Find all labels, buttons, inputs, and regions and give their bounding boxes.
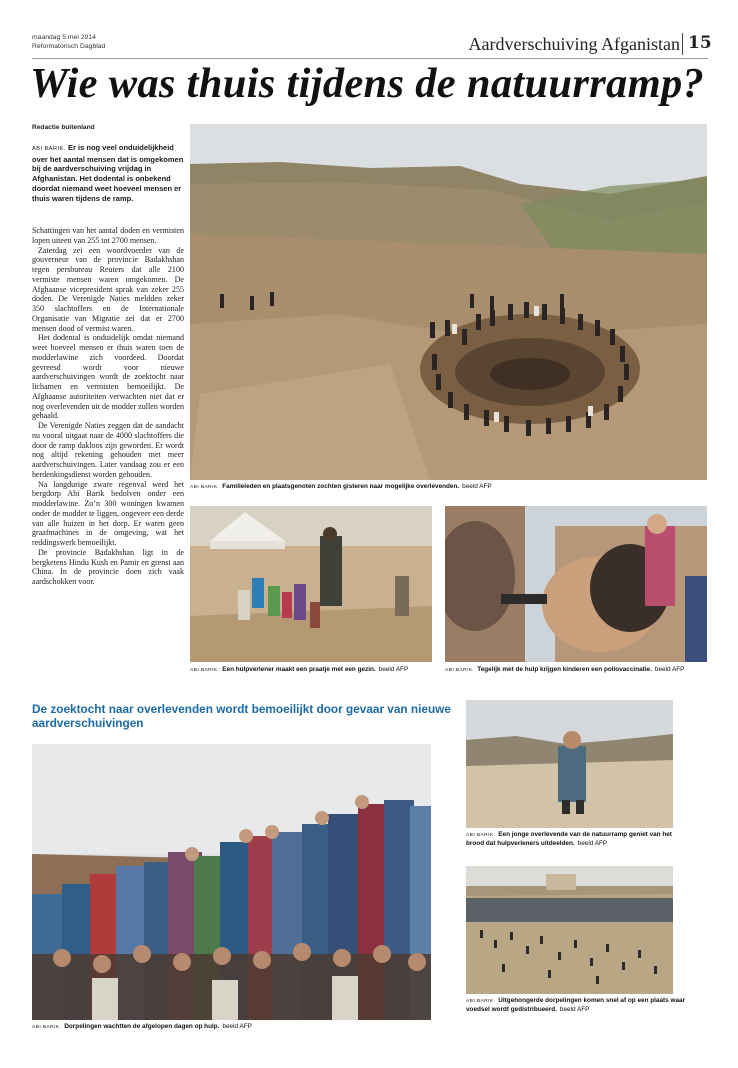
photo-credit: beeld AFP [577, 840, 608, 848]
subheadline: De zoektocht naar overlevenden wordt bemoeilijkt door gevaar van nieuwe aardverschuivingen [32, 702, 451, 731]
photo-villagers-waiting [32, 744, 431, 1020]
article-paragraph: Zaterdag zei een woordvoerder van de gouverneur van de provincie Badakhshan tegen persbureau Reuters dat alle 2100 vermiste mensen waren omgekomen. De Afghaanse vicepresident sprak van zeker 255 doden. De Verenigde Naties meldden zeker 350 slachtoffers en de Internationale Organisatie van Migratie zei dat er 2700 mensen dood of vermist waren. [32, 245, 184, 333]
byline: Redactie buitenland [32, 124, 95, 131]
caption-polio [445, 666, 707, 675]
article-lede [32, 143, 184, 203]
article-body [32, 226, 184, 587]
photo-landslide-search [190, 124, 707, 480]
caption-text: Dorpelingen wachtten de afgelopen dagen op hulp. [64, 1023, 220, 1030]
article-paragraph: Na langdurige zware regenval werd het bergdorp Abi Barik bedolven onder een modderlawine. Zo’n 300 woningen kwamen onder de modder te liggen, ongeveer een derde van alle huizen in het dorp. Er waren geen graafmachines in de omgeving, wat het reddingswerk bemoeilijkt. [32, 479, 184, 547]
caption-family [190, 666, 434, 675]
article-paragraph: De Verenigde Naties zeggen dat de aandacht nu vooral uitgaat naar de 4000 slachtoffers die door de ramp dakloos zijn geworden. Er wordt nog altijd rekening gehouden met meer aardverschuivingen. Later vandaag zou er een herdenkingsdienst worden gehouden. [32, 421, 184, 479]
photo-food-distribution [466, 866, 673, 994]
caption-dateline: ABI BARIK. [445, 668, 475, 673]
lede-dateline: ABI BARIK. [32, 146, 66, 152]
issue-date: maandag 5 mei 2014 [32, 34, 96, 41]
caption-dateline: ABI BARIK. [190, 485, 220, 490]
photo-polio-vaccination [445, 506, 707, 662]
caption-dateline: ABI BARIK. [190, 668, 220, 673]
headline: Wie was thuis tijdens de natuurramp? [30, 60, 705, 107]
caption-dateline: ABI BARIK. [466, 999, 496, 1004]
article-paragraph: Schattingen van het aantal doden en vermisten lopen uiteen van 255 tot 2700 mensen. [32, 226, 184, 245]
photo-credit: beeld AFP [654, 666, 685, 673]
date-line [32, 33, 105, 51]
caption-villagers [32, 1023, 432, 1032]
caption-text: Een jonge overlevende van de natuurramp geniet van het brood dat hulpverleners uitdeelden. [466, 831, 672, 848]
article-paragraph: Het dodental is onduidelijk omdat niemand weet hoeveel mensen er thuis waren toen de modderlawine zich voordeed. Doordat gevreesd wordt voor nieuwe aardverschuivingen wordt de zoektocht naar lichamen en vermisten bemoeilijkt. De Afghaanse autoriteiten verwachten niet dat er nog overlevenden uit de modder zullen worden gehaald. [32, 333, 184, 421]
caption-text: Familieleden en plaatsgenoten zochten gisteren naar mogelijke overlevenden. [222, 483, 460, 490]
caption-text: Uitgehongerde dorpelingen komen snel af op een plaats waar voedsel wordt gedistribueerd. [466, 997, 686, 1014]
photo-credit: beeld AFP [462, 483, 492, 490]
caption-food-distribution [466, 997, 686, 1015]
header-divider [682, 33, 683, 55]
caption-dateline: ABI BARIK. [32, 1025, 62, 1030]
caption-young-survivor [466, 831, 686, 849]
caption-text: Een hulpverlener maakt een praatje met een gezin. [222, 666, 376, 673]
section-title: Aardverschuiving Afganistan [468, 34, 680, 54]
photo-credit: beeld AFP [559, 1006, 590, 1014]
caption-main [190, 483, 707, 492]
photo-credit: beeld AFP [222, 1023, 252, 1030]
page-number: 15 [688, 33, 712, 53]
lede-text: Er is nog veel onduidelijkheid over het aantal mensen dat is omgekomen bij de aardverschuiving vrijdag in Afghanistan. Het dodental is onbekend doordat niemand weet hoeveel mensen er thuis waren tijdens de ramp. [32, 143, 184, 203]
photo-young-survivor [466, 700, 673, 828]
photo-aid-worker-family [190, 506, 432, 662]
newspaper-name: Reformatorisch Dagblad [32, 43, 106, 50]
caption-text: Tegelijk met de hulp krijgen kinderen een poliovaccinatie. [477, 666, 652, 673]
photo-credit: beeld AFP [378, 666, 409, 673]
article-paragraph: De provincie Badakhshan ligt in de bergketens Hindu Kush en Pamir en grenst aan China. In de provincie doen zich vaak aardschokken voor. [32, 547, 184, 586]
caption-dateline: ABI BARIK. [466, 833, 496, 838]
